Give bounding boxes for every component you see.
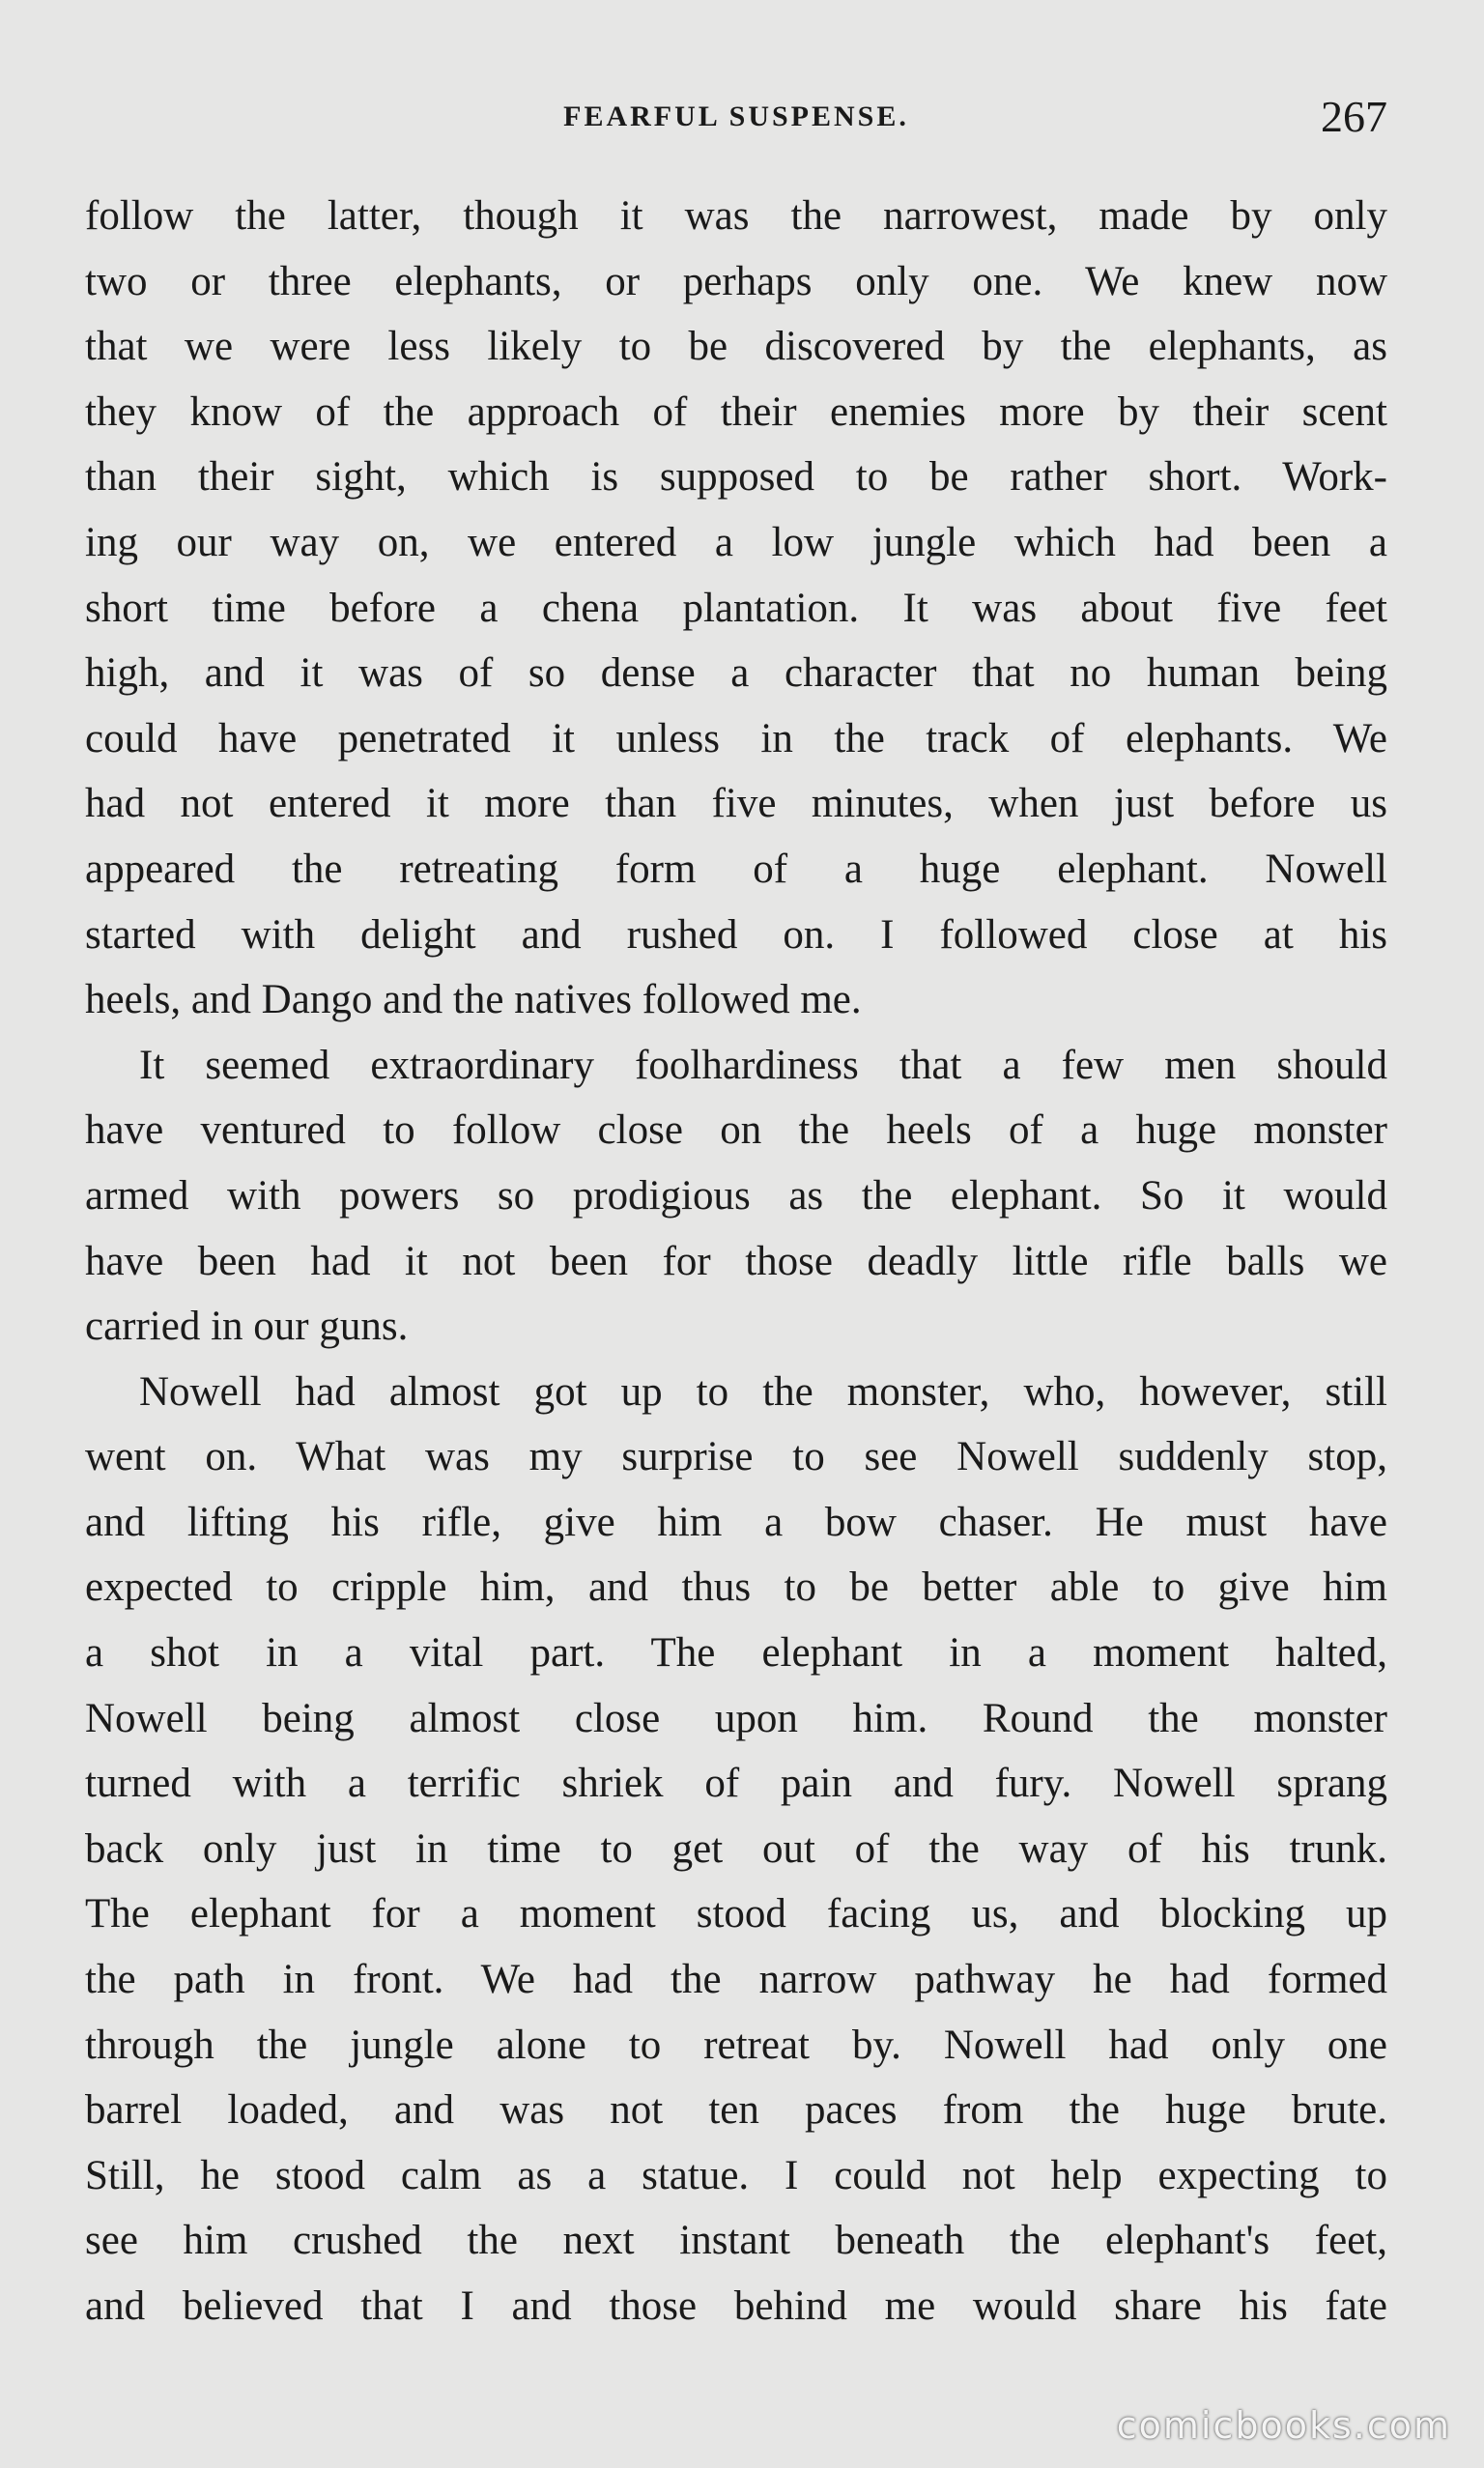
text-line: and believed that I and those behind me would share his fate [85, 2283, 1387, 2329]
text-line: ing our way on, we entered a low jungle which had been a [85, 519, 1387, 565]
text-line: than their sight, which is supposed to be rather short. Work- [85, 454, 1387, 501]
text-line: The elephant for a moment stood facing us, and blocking up [85, 1891, 1387, 1937]
text-line: expected to cripple him, and thus to be better able to give him [85, 1564, 1387, 1611]
text-line: heels, and Dango and the natives followed me. [85, 977, 862, 1023]
text-line: Nowell had almost got up to the monster, who, however, still [139, 1368, 1387, 1415]
text-line: turned with a terrific shriek of pain and fury. Nowell sprang [85, 1761, 1387, 1807]
text-line: short time before a chena plantation. It was about five feet [85, 585, 1387, 631]
text-line: that we were less likely to be discovered by the elephants, as [85, 324, 1387, 370]
text-line: through the jungle alone to retreat by. Nowell had only one [85, 2022, 1387, 2068]
text-line: It seemed extraordinary foolhardiness that a few men should [139, 1042, 1387, 1088]
text-line: the path in front. We had the narrow pathway he had formed [85, 1957, 1387, 2003]
body-text [85, 184, 1387, 2339]
page-number: 267 [1321, 92, 1387, 141]
text-line: have ventured to follow close on the heels of a huge monster [85, 1107, 1387, 1154]
text-line: had not entered it more than five minutes, when just before us [85, 781, 1387, 827]
text-line: high, and it was of so dense a character that no human being [85, 650, 1387, 697]
text-line: started with delight and rushed on. I followed close at his [85, 911, 1387, 958]
text-line: went on. What was my surprise to see Nowell suddenly stop, [85, 1434, 1387, 1480]
text-line: they know of the approach of their enemies more by their scent [85, 388, 1387, 435]
text-line: see him crushed the next instant beneath the elephant's feet, [85, 2218, 1387, 2264]
text-line: back only just in time to get out of the way of his trunk. [85, 1825, 1387, 1872]
text-line: barrel loaded, and was not ten paces from the huge brute. [85, 2087, 1387, 2134]
watermark: comicbooks.com [1116, 2404, 1451, 2447]
text-line: a shot in a vital part. The elephant in a moment halted, [85, 1630, 1387, 1677]
running-title: FEARFUL SUSPENSE. [563, 100, 909, 132]
text-line: could have penetrated it unless in the track of elephants. We [85, 715, 1387, 761]
text-line: have been had it not been for those deadly little rifle balls we [85, 1238, 1387, 1284]
text-line: carried in our guns. [85, 1304, 409, 1350]
text-line: two or three elephants, or perhaps only one. We knew now [85, 258, 1387, 304]
text-line: Still, he stood calm as a statue. I could not help expecting to [85, 2152, 1387, 2198]
text-line: and lifting his rifle, give him a bow chaser. He must have [85, 1499, 1387, 1545]
text-line: armed with powers so prodigious as the elephant. So it would [85, 1172, 1387, 1219]
text-line: Nowell being almost close upon him. Round the monster [85, 1695, 1387, 1741]
running-header [85, 92, 1387, 155]
text-line: appeared the retreating form of a huge elephant. Nowell [85, 846, 1387, 892]
text-line: follow the latter, though it was the narrowest, made by only [85, 193, 1387, 239]
